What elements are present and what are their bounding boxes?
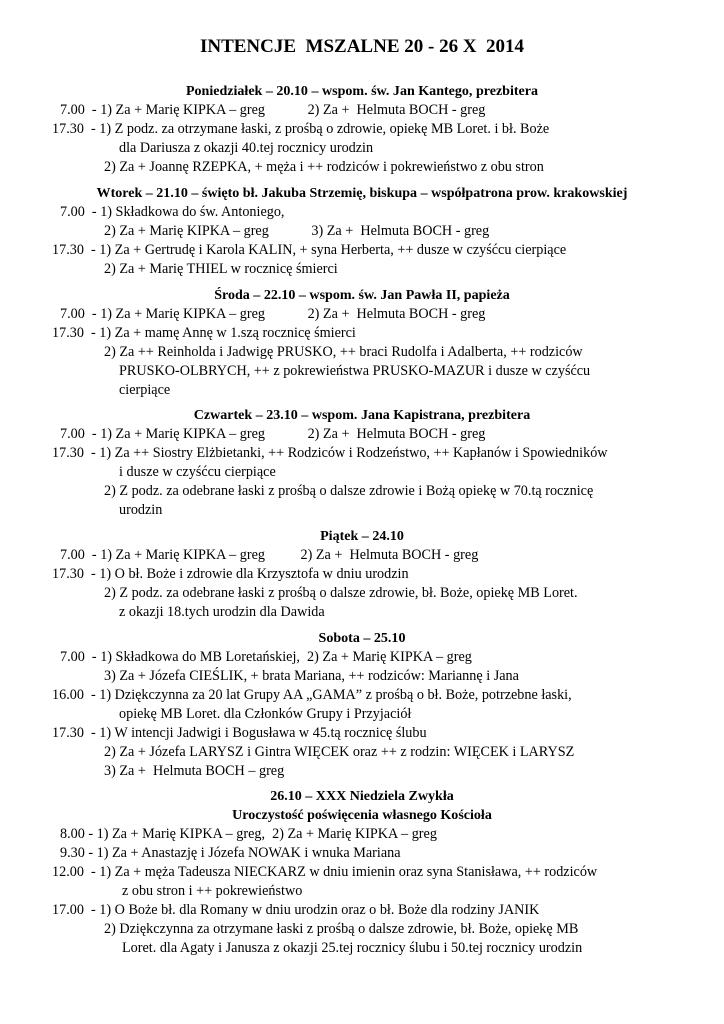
intention-line: z okazji 18.tych urodzin dla Dawida (119, 604, 325, 620)
intention-line: 7.00 - 1) Za + Marię KIPKA – greg 2) Za + Helmuta BOCH - greg (60, 306, 486, 322)
intention-line: i dusze w czyśćcu cierpiące (119, 464, 276, 480)
day-heading-tuesday: Wtorek – 21.10 – święto bł. Jakuba Strzemię, biskupa – współpatrona prow. krakowskiej (96, 185, 628, 201)
intention-line: 8.00 - 1) Za + Marię KIPKA – greg, 2) Za + Marię KIPKA – greg (60, 826, 437, 842)
intention-line: 17.30 - 1) Za + Gertrudę i Karola KALIN, + syna Herberta, ++ dusze w czyśćcu cierpiące (52, 242, 567, 258)
intention-line: 7.00 - 1) Składkowa do MB Loretańskiej, 2) Za + Marię KIPKA – greg (60, 649, 472, 665)
intention-line: opiekę MB Loret. dla Członków Grupy i Przyjaciół (119, 706, 412, 722)
intention-line: 12.00 - 1) Za + męża Tadeusza NIECKARZ w dniu imienin oraz syna Stanisława, ++ rodziców (52, 864, 598, 880)
intention-line: 17.00 - 1) O Boże bł. dla Romany w dniu urodzin oraz o bł. Boże dla rodziny JANIK (52, 902, 540, 918)
day-heading-sunday: 26.10 – XXX Niedziela Zwykła (270, 788, 454, 804)
intention-line: 17.30 - 1) W intencji Jadwigi i Bogusława w 45.tą rocznicę ślubu (52, 725, 427, 741)
intention-line: 17.30 - 1) Z podz. za otrzymane łaski, z prośbą o zdrowie, opiekę MB Loret. i bł. Boże (52, 121, 550, 137)
day-heading-friday: Piątek – 24.10 (320, 528, 404, 544)
intention-line: dla Dariusza z okazji 40.tej rocznicy urodzin (119, 140, 374, 156)
intention-line: 2) Za + Marię KIPKA – greg 3) Za + Helmuta BOCH - greg (104, 223, 490, 239)
day-heading-wednesday: Środa – 22.10 – wspom. św. Jan Pawła II, papieża (214, 287, 510, 303)
day-heading-monday: Poniedziałek – 20.10 – wspom. św. Jan Kantego, prezbitera (185, 83, 539, 99)
intention-line: 2) Z podz. za odebrane łaski z prośbą o dalsze zdrowie i Bożą opiekę w 70.tą rocznicę (104, 483, 594, 499)
intention-line: 16.00 - 1) Dziękczynna za 20 lat Grupy AA „GAMA” z prośbą o bł. Boże, potrzebne łaski, (52, 687, 572, 703)
day-heading-saturday: Sobota – 25.10 (318, 630, 406, 646)
intention-line: Loret. dla Agaty i Janusza z okazji 25.tej rocznicy ślubu i 50.tej rocznicy urodzin (122, 940, 583, 956)
intention-line: 2) Za + Józefa LARYSZ i Gintra WIĘCEK oraz ++ z rodzin: WIĘCEK i LARYSZ (104, 744, 575, 760)
intention-line: 7.00 - 1) Składkowa do św. Antoniego, (60, 204, 285, 220)
intention-line: 7.00 - 1) Za + Marię KIPKA – greg 2) Za + Helmuta BOCH - greg (60, 547, 479, 563)
intention-line: 2) Za + Joannę RZEPKA, + męża i ++ rodziców i pokrewieństwo z obu stron (104, 159, 544, 175)
intention-line: 2) Dziękczynna za otrzymane łaski z prośbą o dalsze zdrowie, bł. Boże, opiekę MB (104, 921, 579, 937)
intention-line: PRUSKO-OLBRYCH, ++ z pokrewieństwa PRUSKO-MAZUR i dusze w czyśćcu (119, 363, 591, 379)
document-title: INTENCJE MSZALNE 20 - 26 X 2014 (199, 36, 525, 57)
intention-line: 3) Za + Józefa CIEŚLIK, + brata Mariana, ++ rodziców: Mariannę i Jana (104, 668, 519, 684)
intention-line: 17.30 - 1) Za + mamę Annę w 1.szą rocznicę śmierci (52, 325, 356, 341)
intention-line: 17.30 - 1) O bł. Boże i zdrowie dla Krzysztofa w dniu urodzin (52, 566, 409, 582)
intention-line: 7.00 - 1) Za + Marię KIPKA – greg 2) Za + Helmuta BOCH - greg (60, 426, 486, 442)
intention-line: 2) Za + Marię THIEL w rocznicę śmierci (104, 261, 338, 277)
intention-line: z obu stron i ++ pokrewieństwo (122, 883, 303, 899)
intention-line: 7.00 - 1) Za + Marię KIPKA – greg 2) Za + Helmuta BOCH - greg (60, 102, 486, 118)
day-subheading-sunday: Uroczystość poświęcenia własnego Kościoła (232, 807, 492, 823)
intention-line: urodzin (119, 502, 163, 518)
intention-line: 9.30 - 1) Za + Anastazję i Józefa NOWAK i wnuka Mariana (60, 845, 401, 861)
intention-line: 3) Za + Helmuta BOCH – greg (104, 763, 285, 779)
intention-line: cierpiące (119, 382, 171, 398)
intention-line: 2) Z podz. za odebrane łaski z prośbą o dalsze zdrowie, bł. Boże, opiekę MB Loret. (104, 585, 578, 601)
day-heading-thursday: Czwartek – 23.10 – wspom. Jana Kapistrana, prezbitera (193, 407, 531, 423)
intention-line: 2) Za ++ Reinholda i Jadwigę PRUSKO, ++ braci Rudolfa i Adalberta, ++ rodziców (104, 344, 583, 360)
intention-line: 17.30 - 1) Za ++ Siostry Elżbietanki, ++ Rodziców i Rodzeństwo, ++ Kapłanów i Spowiedników (52, 445, 608, 461)
